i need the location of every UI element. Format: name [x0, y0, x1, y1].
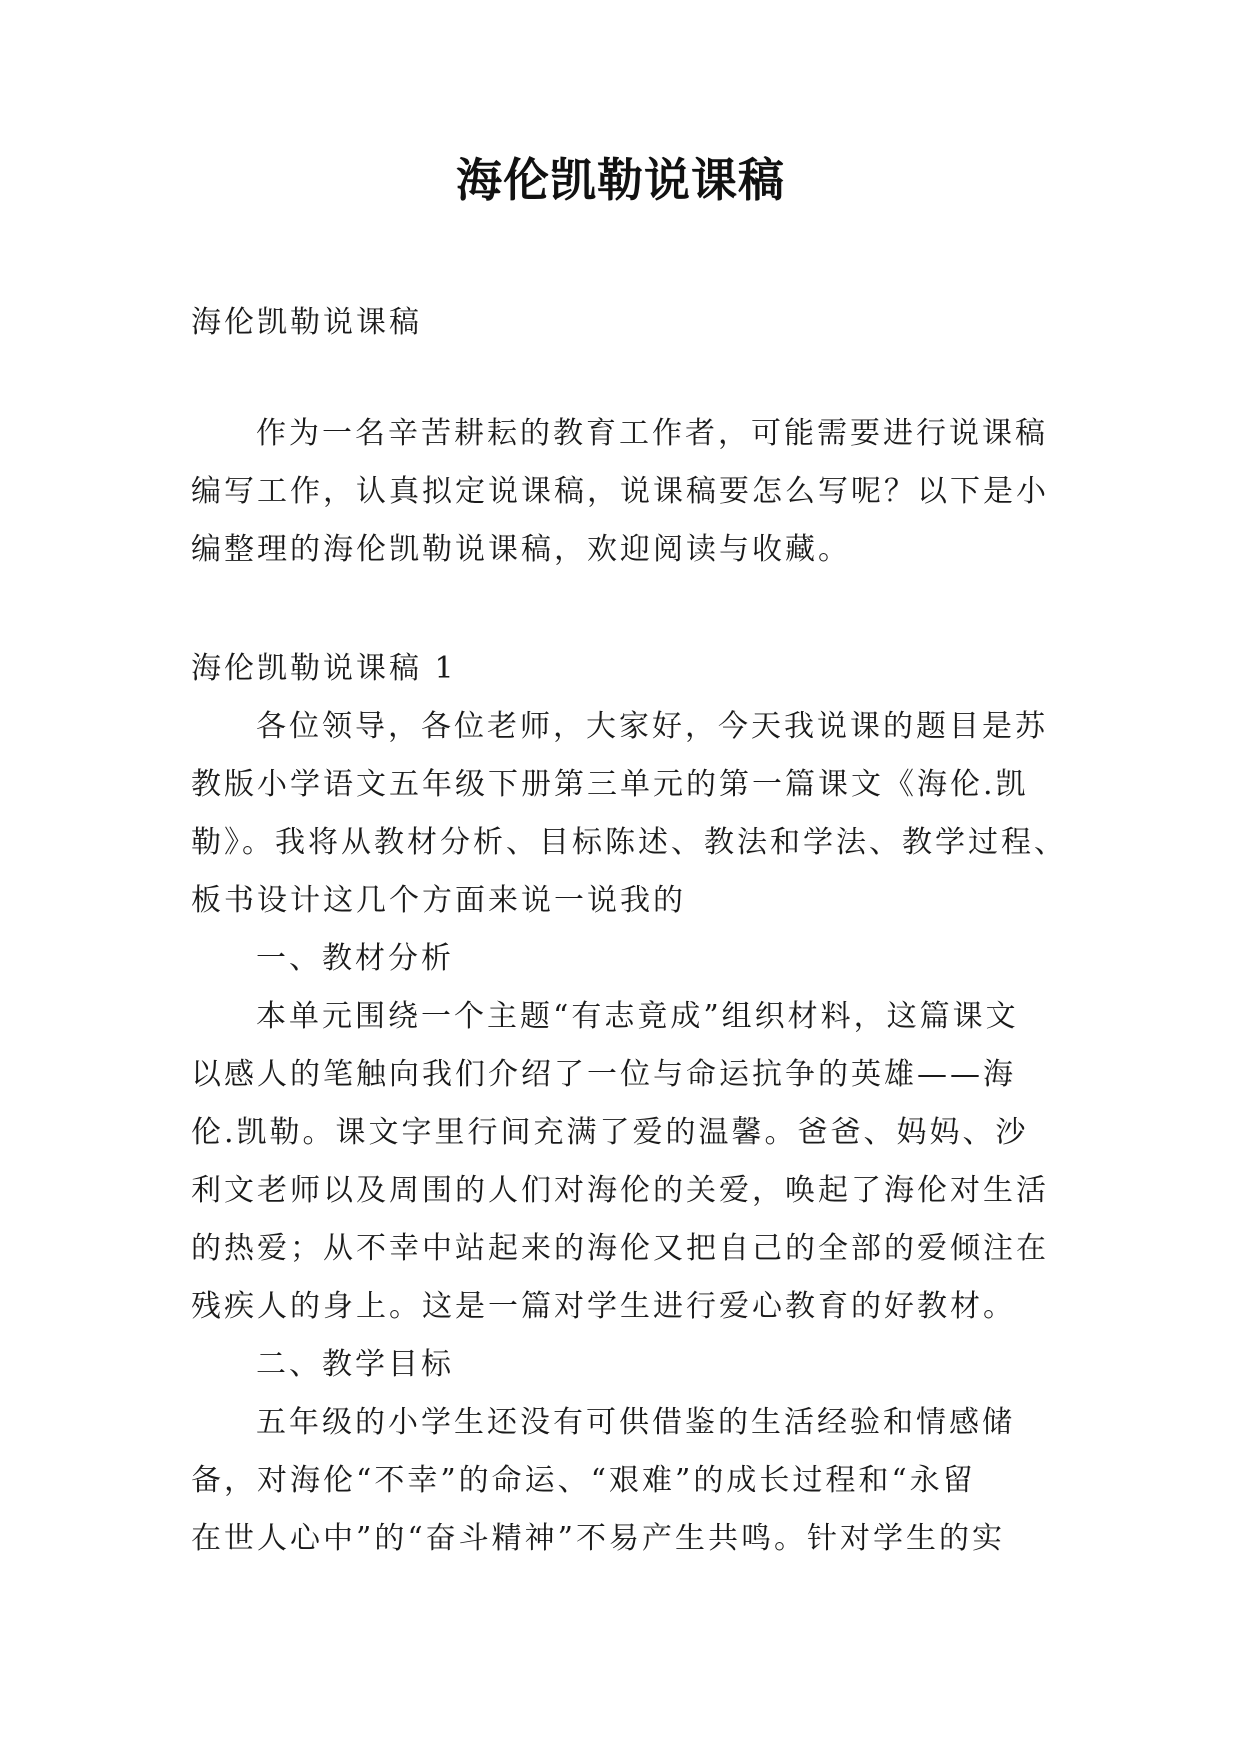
paragraph-line: 利文老师以及周围的人们对海伦的关爱，唤起了海伦对生活	[191, 1173, 1049, 1208]
subtitle-line: 海伦凯勒说课稿	[191, 305, 422, 340]
subheading-analysis: 一、教材分析	[256, 941, 454, 976]
paragraph-line: 在世人心中”的“奋斗精神”不易产生共鸣。针对学生的实	[191, 1521, 1006, 1556]
paragraph-line: 残疾人的身上。这是一篇对学生进行爱心教育的好教材。	[191, 1289, 1016, 1324]
paragraph-line: 编写工作，认真拟定说课稿，说课稿要怎么写呢？以下是小	[191, 474, 1049, 509]
section-heading: 海伦凯勒说课稿 1	[191, 651, 457, 686]
paragraph-line: 本单元围绕一个主题“有志竟成”组织材料，这篇课文	[256, 999, 1019, 1034]
paragraph-line: 五年级的小学生还没有可供借鉴的生活经验和情感储	[256, 1405, 1015, 1440]
document-title: 海伦凯勒说课稿	[456, 153, 785, 207]
paragraph-line: 伦.凯勒。课文字里行间充满了爱的温馨。爸爸、妈妈、沙	[191, 1115, 1029, 1150]
subheading-goals: 二、教学目标	[256, 1347, 454, 1382]
paragraph-line: 教版小学语文五年级下册第三单元的第一篇课文《海伦.凯	[191, 767, 1029, 802]
section-1	[191, 640, 1067, 1568]
intro-paragraph	[191, 405, 1051, 579]
document-subtitle	[191, 294, 1051, 352]
paragraph-line: 各位领导，各位老师，大家好，今天我说课的题目是苏	[256, 709, 1048, 744]
paragraph-line: 编整理的海伦凯勒说课稿，欢迎阅读与收藏。	[191, 532, 851, 567]
paragraph-line: 勒》。我将从教材分析、目标陈述、教法和学法、教学过程、	[191, 825, 1067, 860]
paragraph-line: 作为一名辛苦耕耘的教育工作者，可能需要进行说课稿	[256, 416, 1048, 451]
paragraph-line: 备，对海伦“不幸”的命运、“艰难”的成长过程和“永留	[191, 1463, 976, 1498]
paragraph-line: 板书设计这几个方面来说一说我的	[191, 883, 686, 918]
paragraph-line: 以感人的笔触向我们介绍了一位与命运抗争的英雄——海	[191, 1057, 1016, 1092]
paragraph-line: 的热爱；从不幸中站起来的海伦又把自己的全部的爱倾注在	[191, 1231, 1049, 1266]
